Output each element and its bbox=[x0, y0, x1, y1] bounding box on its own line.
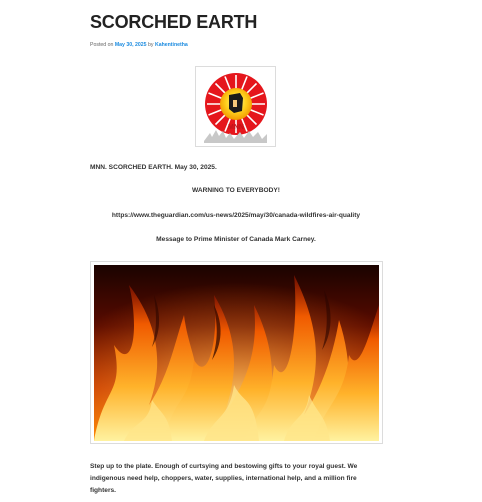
logo-text: MNN bbox=[228, 124, 244, 131]
author-link[interactable]: Kahentinetha bbox=[154, 42, 188, 48]
guardian-article-link[interactable]: https://www.theguardian.com/us-news/2025/may/30/canada-wildfires-air-quality bbox=[111, 212, 361, 219]
mnn-logo-image bbox=[195, 66, 276, 147]
mnn-sun-logo-icon bbox=[196, 67, 275, 146]
post-line-message: Message to Prime Minister of Canada Mark Carney. bbox=[156, 236, 316, 243]
post-date-link[interactable]: May 30, 2025 bbox=[114, 42, 147, 48]
posted-on-label: Posted on bbox=[90, 42, 114, 48]
fire-image bbox=[90, 261, 383, 444]
by-label: by bbox=[148, 42, 154, 48]
post-line-header: MNN. SCORCHED EARTH. May 30, 2025. bbox=[90, 164, 217, 171]
fire-image-graphic bbox=[94, 265, 379, 441]
post-line-warning: WARNING TO EVERYBODY! bbox=[192, 187, 280, 194]
post-paragraph: Step up to the plate. Enough of curtsying and bestowing gifts to your royal guest. We indigenous need help, choppers, water, supplies, international help, and a million fire fighters. bbox=[90, 463, 358, 494]
post-meta bbox=[90, 42, 188, 48]
post-title[interactable]: SCORCHED EARTH bbox=[90, 12, 258, 32]
